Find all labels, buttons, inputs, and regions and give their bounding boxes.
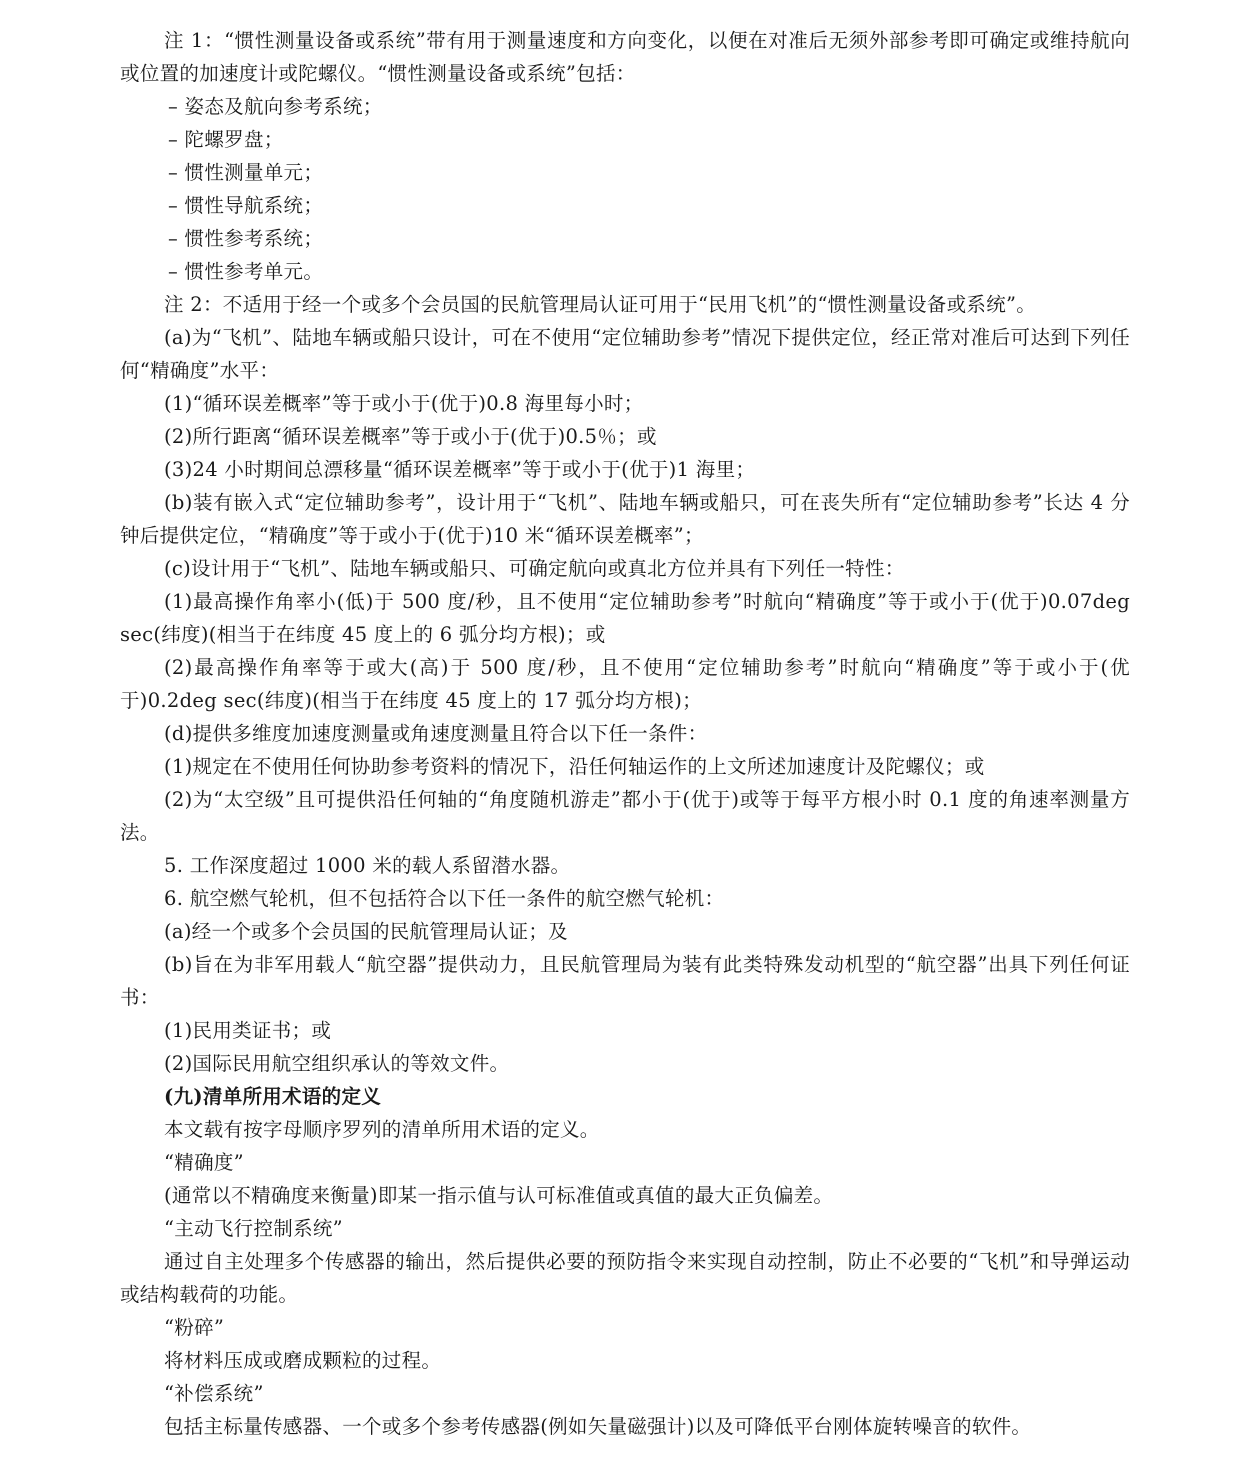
subclause-paragraph: (1)“循环误差概率”等于或小于(优于)0.8 海里每小时； [164,392,644,415]
subclause-paragraph: (2)为“太空级”且可提供沿任何轴的“角度随机游走”都小于(优于)或等于每平方根小时 0.1 度的角速率测量方法。 [120,788,1130,844]
list-item: – 陀螺罗盘； [168,128,284,151]
clause-b-paragraph: (b)旨在为非军用载人“航空器”提供动力，且民航管理局为装有此类特殊发动机型的“航空器”出具下列任何证书： [120,953,1130,1009]
section-heading: (九)清单所用术语的定义 [164,1085,382,1108]
term-definition: 包括主标量传感器、一个或多个参考传感器(例如矢量磁强计)以及可降低平台刚体旋转噪音的软件。 [164,1415,1032,1438]
list-item: – 惯性参考单元。 [168,260,324,283]
term-title: “粉碎” [164,1316,225,1339]
clause-c-paragraph: (c)设计用于“飞机”、陆地车辆或船只、可确定航向或真北方位并具有下列任一特性： [164,557,905,580]
term-title: “补偿系统” [164,1382,264,1405]
note-1-paragraph: 注 1：“惯性测量设备或系统”带有用于测量速度和方向变化，以便在对准后无须外部参考即可确定或维持航向或位置的加速度计或陀螺仪。“惯性测量设备或系统”包括： [120,29,1130,85]
list-item: – 惯性参考系统； [168,227,324,250]
note-2-paragraph: 注 2：不适用于经一个或多个会员国的民航管理局认证可用于“民用飞机”的“惯性测量设备或系统”。 [164,293,1037,316]
list-item: – 惯性导航系统； [168,194,324,217]
clause-a-paragraph: (a)经一个或多个会员国的民航管理局认证；及 [164,920,568,943]
subclause-paragraph: (2)所行距离“循环误差概率”等于或小于(优于)0.5％；或 [164,425,657,448]
item-5-paragraph: 5. 工作深度超过 1000 米的载人系留潜水器。 [164,854,571,877]
section-intro-paragraph: 本文载有按字母顺序罗列的清单所用术语的定义。 [164,1118,600,1141]
term-title: “精确度” [164,1151,244,1174]
clause-a-paragraph: (a)为“飞机”、陆地车辆或船只设计，可在不使用“定位辅助参考”情况下提供定位，经正常对准后可达到下列任何“精确度”水平： [120,326,1130,382]
subclause-paragraph: (1)最高操作角率小(低)于 500 度/秒，且不使用“定位辅助参考”时航向“精确度”等于或小于(优于)0.07deg sec(纬度)(相当于在纬度 45 度上的 6 弧分均方根)；或 [120,590,1130,646]
term-definition: (通常以不精确度来衡量)即某一指示值与认可标准值或真值的最大正负偏差。 [164,1184,834,1207]
term-title: “主动飞行控制系统” [164,1217,343,1240]
subclause-paragraph: (1)民用类证书；或 [164,1019,332,1042]
subclause-paragraph: (3)24 小时期间总漂移量“循环误差概率”等于或小于(优于)1 海里； [164,458,756,481]
clause-d-paragraph: (d)提供多维度加速度测量或角速度测量且符合以下任一条件： [164,722,708,745]
term-definition: 将材料压成或磨成颗粒的过程。 [164,1349,442,1372]
subclause-paragraph: (2)最高操作角率等于或大(高)于 500 度/秒，且不使用“定位辅助参考”时航向“精确度”等于或小于(优于)0.2deg sec(纬度)(相当于在纬度 45 度上的 17 弧分均方根)； [120,656,1130,712]
list-item: – 姿态及航向参考系统； [168,95,383,118]
term-definition: 通过自主处理多个传感器的输出，然后提供必要的预防指令来实现自动控制，防止不必要的“飞机”和导弹运动或结构载荷的功能。 [120,1250,1130,1306]
document-page [120,24,1130,1443]
subclause-paragraph: (2)国际民用航空组织承认的等效文件。 [164,1052,510,1075]
subclause-paragraph: (1)规定在不使用任何协助参考资料的情况下，沿任何轴运作的上文所述加速度计及陀螺仪；或 [164,755,985,778]
item-6-paragraph: 6. 航空燃气轮机，但不包括符合以下任一条件的航空燃气轮机： [164,887,725,910]
clause-b-paragraph: (b)装有嵌入式“定位辅助参考”，设计用于“飞机”、陆地车辆或船只，可在丧失所有“定位辅助参考”长达 4 分钟后提供定位，“精确度”等于或小于(优于)10 米“循环误差概率”； [120,491,1130,547]
list-item: – 惯性测量单元； [168,161,324,184]
